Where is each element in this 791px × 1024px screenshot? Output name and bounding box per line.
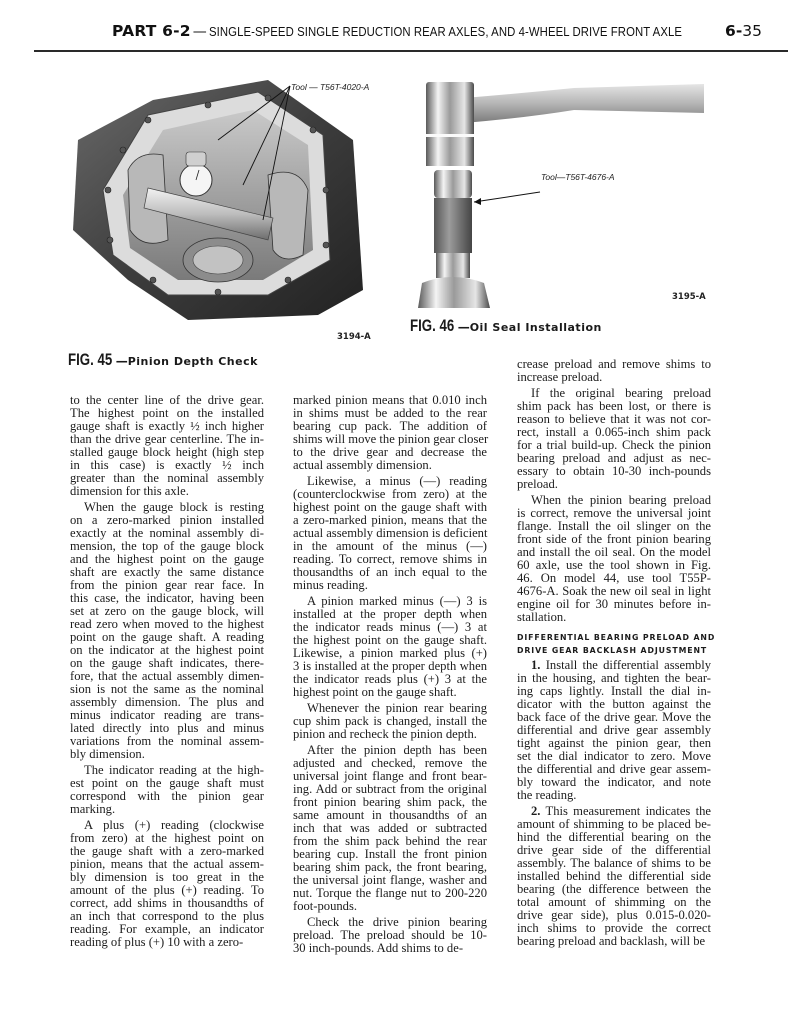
text-line: 60 axle, use the tool shown in Fig. xyxy=(517,558,711,572)
text-line: to the drive gear and decrease the xyxy=(293,445,487,459)
text-line: in shims must be added to the rear xyxy=(293,406,487,420)
text-line: variations from the nominal assem- xyxy=(70,734,264,748)
paragraph xyxy=(517,358,711,384)
text-line: back face of the drive gear. Move the xyxy=(517,710,711,724)
text-line: inch shims to provide the correct xyxy=(517,921,711,935)
text-line: Likewise, a minus (—) reading xyxy=(307,474,487,488)
fig45-tool-label: Tool — T56T-4020-A xyxy=(291,82,370,92)
text-line: foot-pounds. xyxy=(293,899,358,913)
text-line: assembly. The balance of shims to be xyxy=(517,856,711,870)
column-3-steps xyxy=(517,659,711,948)
paragraph xyxy=(70,764,264,816)
text-line: pinion, means that the actual assem- xyxy=(70,857,264,871)
text-line: highest point on the gauge shaft. xyxy=(293,685,457,699)
text-line: set at zero on the gauge block, will xyxy=(70,604,264,618)
text-line: drive gear side), plus 0.015-0.020- xyxy=(517,908,711,922)
text-line: inch that was added or subtracted xyxy=(293,821,487,835)
text-line: Check the drive pinion bearing xyxy=(307,915,487,929)
part-label: PART 6-2 xyxy=(112,22,191,40)
text-line: shaft are exactly the same distance xyxy=(70,565,264,579)
section-heading-line-2: DRIVE GEAR BACKLASH ADJUSTMENT xyxy=(517,646,708,655)
text-line: Whenever the pinion rear bearing xyxy=(307,701,487,715)
fig45-caption xyxy=(68,350,258,370)
text-line: bearing preload and backlash, will be xyxy=(517,934,706,948)
fig45-code: 3194-A xyxy=(337,332,371,342)
text-line: highest point on the gauge shaft with xyxy=(293,500,487,514)
text-line: 1. Install the differential assembly xyxy=(531,658,711,672)
text-line: actual assembly dimension. xyxy=(293,458,432,472)
text-line: bearing cup. Install the front pinion xyxy=(293,847,487,861)
text-line: When the gauge block is resting xyxy=(84,500,264,514)
text-line: increase preload. xyxy=(517,370,603,384)
text-line: bearing shim pack, the front bearing, xyxy=(293,860,487,874)
header-dash: — xyxy=(192,24,207,40)
text-line: the differential and drive gear assem- xyxy=(517,762,711,776)
text-line: The indicator reading at the high- xyxy=(84,763,264,777)
step-number: 2. xyxy=(531,804,541,818)
text-line: minus indicator reading are trans- xyxy=(70,708,264,722)
text-line: in the amount of the minus (—) xyxy=(293,539,487,553)
text-column-1 xyxy=(70,394,264,952)
text-line: same amount in thousandths of an xyxy=(293,808,487,822)
text-line: is correct, remove the universal joint xyxy=(517,506,711,520)
text-line: thousandths of an inch equal to the xyxy=(293,565,487,579)
text-line: amount of shimming to be placed be- xyxy=(517,817,711,831)
text-line: gauge shaft is exactly ½ inch higher xyxy=(70,419,264,433)
paragraph xyxy=(293,744,487,913)
numbered-step xyxy=(517,659,711,802)
step-number: 1. xyxy=(531,658,541,672)
paragraph xyxy=(70,394,264,498)
fig45-number: FIG. 45 xyxy=(68,350,113,369)
text-line: this case, the indicator, having been xyxy=(70,591,264,605)
text-line: 3 is installed at the proper depth when xyxy=(293,659,487,673)
text-line: shim pack has been lost, or there is xyxy=(517,399,711,413)
text-line: than the drive gear centerline. The in- xyxy=(70,432,264,446)
text-line: the indicator reads minus (—) 3 at xyxy=(293,620,487,634)
text-line: front side of the front pinion bearing xyxy=(517,532,711,546)
text-line: marked pinion means that 0.010 inch xyxy=(293,393,487,407)
text-line: the universal joint flange, washer and xyxy=(293,873,487,887)
text-line: from the shim pack behind the rear xyxy=(293,834,487,848)
text-line: tight against the pinion gear, then xyxy=(517,736,711,750)
text-line: the highest point on the gauge shaft. xyxy=(293,633,487,647)
paragraph xyxy=(293,702,487,741)
fig46-code: 3195-A xyxy=(672,292,706,302)
text-line: bly toward the indicator, and note xyxy=(517,775,711,789)
text-line: point on the gauge shaft. A reading xyxy=(70,630,264,644)
text-line: stallation. xyxy=(517,610,567,624)
text-line: rect, install a 0.065-inch shim pack xyxy=(517,425,711,439)
text-line: dicator with the button against the xyxy=(517,697,711,711)
text-line: 2. This measurement indicates the xyxy=(531,804,711,818)
running-header xyxy=(112,22,762,46)
text-line: preload. The preload should be 10- xyxy=(293,928,487,942)
text-line: lated directly into plus and minus xyxy=(70,721,264,735)
text-line: bearing cup pack. The addition of xyxy=(293,419,487,433)
text-line: installed behind the differential side xyxy=(517,869,711,883)
oil-seal-installer-image xyxy=(404,78,704,308)
fig45-photo xyxy=(68,80,363,320)
fig46-caption-text: Oil Seal Installation xyxy=(469,321,602,334)
text-line: universal joint flange and front bear- xyxy=(293,769,487,783)
fig46-number: FIG. 46 xyxy=(410,316,455,335)
fig46-photo xyxy=(404,78,704,308)
text-line: on the indicator at the highest point xyxy=(70,643,264,657)
text-line: in this case) is exactly ½ inch xyxy=(70,458,264,472)
paragraph xyxy=(517,494,711,624)
text-line: drive gear side of the differential xyxy=(517,843,711,857)
text-line: engine oil for 30 minutes before in- xyxy=(517,597,711,611)
text-line: mension, the top of the gauge block xyxy=(70,539,264,553)
text-line: from the pinion gear rear face. In xyxy=(70,578,264,592)
text-line: shims will move the pinion gear closer xyxy=(293,432,489,446)
text-line: preload. xyxy=(517,477,558,491)
text-line: and the highest point on the gauge xyxy=(70,552,264,566)
page-number xyxy=(725,22,762,40)
text-line: bly dimension. xyxy=(70,747,145,761)
fig46-caption xyxy=(410,316,602,336)
text-line: reason to believe that it was not cor- xyxy=(517,412,711,426)
text-line: front pinion bearing shim pack, the xyxy=(293,795,487,809)
text-line: cup shim pack is changed, install the xyxy=(293,714,487,728)
text-line: to the center line of the drive gear. xyxy=(70,393,264,407)
text-line: If the original bearing preload xyxy=(531,386,711,400)
text-line: essary to obtain 10-30 inch-pounds xyxy=(517,464,711,478)
text-line: actual assembly dimension is deficient xyxy=(293,526,488,540)
text-line: ing. Add or subtract from the original xyxy=(293,782,487,796)
text-line: assembly dimension. The plus and xyxy=(70,695,264,709)
text-line: ing caps lightly. Install the dial in- xyxy=(517,684,711,698)
paragraph xyxy=(293,394,487,472)
section-heading xyxy=(517,631,716,657)
header-rule xyxy=(34,50,788,52)
text-line: amount of the plus (+) reading. To xyxy=(70,883,264,897)
text-line: greater than the nominal assembly xyxy=(70,471,264,485)
text-line: marking. xyxy=(70,802,116,816)
paragraph xyxy=(70,501,264,761)
text-line: on the gauge shaft indicates, there- xyxy=(70,656,264,670)
column-3-intro xyxy=(517,358,711,624)
text-line: the reading. xyxy=(517,788,577,802)
text-line: reading. To correct, remove shims in xyxy=(293,552,487,566)
fig46-tool-label: Tool—T56T-4676-A xyxy=(541,172,615,182)
text-line: dimension for this axle. xyxy=(70,484,189,498)
text-line: (counterclockwise from zero) at the xyxy=(293,487,487,501)
text-line: Likewise, a pinion marked plus (+) xyxy=(293,646,487,660)
text-line: fore, that the actual assembly dimen- xyxy=(70,669,264,683)
text-line: for a trial build-up. Check the pinion xyxy=(517,438,711,452)
text-line: in the housing, and tighten the bear- xyxy=(517,671,711,685)
text-line: correspond with the pinion gear xyxy=(70,789,264,803)
text-line: installed at the proper depth when xyxy=(293,607,487,621)
text-line: read zero when moved to the highest xyxy=(70,617,264,631)
text-line: differential and drive gear assembly xyxy=(517,723,711,737)
text-line: total amount of shimming on the xyxy=(517,895,711,909)
text-line: the gauge shaft with a zero-marked xyxy=(70,844,264,858)
text-line: correct, add shims in thousandths of xyxy=(70,896,264,910)
text-line: When the pinion bearing preload xyxy=(531,493,711,507)
text-line: After the pinion depth has been xyxy=(307,743,487,757)
text-line: hind the differential bearing on the xyxy=(517,830,711,844)
text-line: bearing preload and adjust as nec- xyxy=(517,451,711,465)
text-line: The highest point on the installed xyxy=(70,406,264,420)
paragraph xyxy=(293,916,487,955)
text-line: sion is not the same as the nominal xyxy=(70,682,264,696)
text-line: A plus (+) reading (clockwise xyxy=(84,818,264,832)
text-line: stalled gauge block height (high step xyxy=(70,445,264,459)
text-line: an inch that correspond to the plus xyxy=(70,909,264,923)
text-line: flange. Install the oil slinger on the xyxy=(517,519,711,533)
text-line: from zero) at the highest point on xyxy=(70,831,264,845)
text-line: A pinion marked minus (—) 3 is xyxy=(307,594,487,608)
page-number-value: 35 xyxy=(742,22,762,40)
numbered-step xyxy=(517,805,711,948)
text-line: minus reading. xyxy=(293,578,368,592)
text-line: a zero-marked pinion, means that the xyxy=(293,513,487,527)
text-line: nut. Torque the flange nut to 200-220 xyxy=(293,886,487,900)
text-line: the indicator reads plus (+) 3 at the xyxy=(293,672,487,686)
text-column-3 xyxy=(517,357,716,951)
page-section: 6- xyxy=(725,22,743,40)
text-line: reading of plus (+) 10 with a zero- xyxy=(70,935,244,949)
paragraph xyxy=(293,595,487,699)
chapter-title: SINGLE-SPEED SINGLE REDUCTION REAR AXLES, AND 4-WHEEL DRIVE FRONT AXLE xyxy=(208,24,682,39)
paragraph xyxy=(517,387,711,491)
text-line: bly dimension is too great in the xyxy=(70,870,264,884)
text-line: exactly at the nominal assembly di- xyxy=(70,526,264,540)
text-line: crease preload and remove shims to xyxy=(517,357,711,371)
text-line: 4676-A. Soak the new oil seal in light xyxy=(517,584,711,598)
fig45-dash: — xyxy=(115,354,128,368)
text-line: 46. On model 44, use tool T55P- xyxy=(517,571,711,585)
fig46-dash: — xyxy=(457,320,470,334)
text-line: est point on the gauge shaft must xyxy=(70,776,264,790)
text-line: adjusted and checked, remove the xyxy=(293,756,487,770)
paragraph xyxy=(293,475,487,592)
paragraph xyxy=(70,819,264,949)
section-heading-line-1: DIFFERENTIAL BEARING PRELOAD AND xyxy=(517,633,716,642)
text-column-2 xyxy=(293,394,487,958)
text-line: bearing (the difference between the xyxy=(517,882,711,896)
text-line: pinion and recheck the pinion depth. xyxy=(293,727,477,741)
differential-housing-image xyxy=(68,80,363,320)
fig45-caption-text: Pinion Depth Check xyxy=(127,355,258,368)
text-line: set the dial indicator to zero. Move xyxy=(517,749,711,763)
text-line: on a zero-marked pinion installed xyxy=(70,513,264,527)
text-line: 30 inch-pounds. Add shims to de- xyxy=(293,941,464,955)
text-line: reading. For example, an indicator xyxy=(70,922,264,936)
text-line: and install the oil seal. On the model xyxy=(517,545,711,559)
